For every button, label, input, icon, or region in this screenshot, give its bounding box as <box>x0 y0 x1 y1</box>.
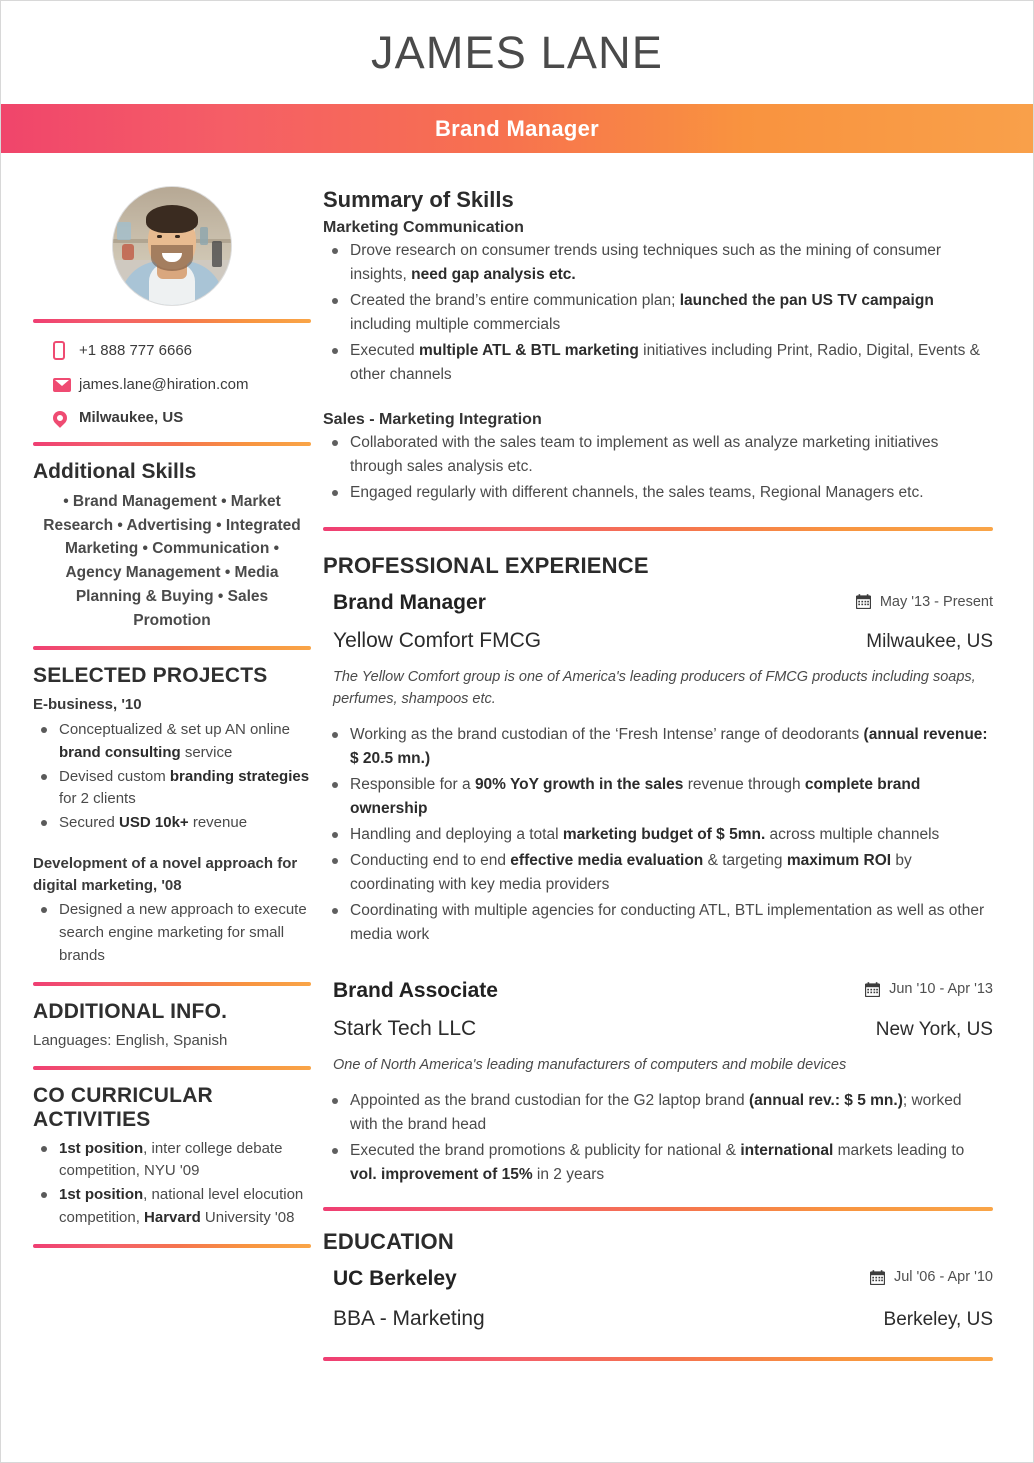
experience-entry <box>323 591 993 947</box>
additional-skills-heading: Additional Skills <box>33 460 197 483</box>
job-date <box>865 981 993 997</box>
job-role-title: Brand Manager <box>434 115 600 141</box>
summary-heading: Summary of Skills <box>323 187 514 212</box>
job-location: New York, US <box>875 1018 993 1040</box>
contact-email-value: james.lane@hiration.com <box>79 376 249 393</box>
project-title: E-business, '10 <box>33 696 142 714</box>
list-item: Engaged regularly with different channels, the sales teams, Regional Managers etc. <box>323 481 993 505</box>
section-selected-projects <box>33 664 311 968</box>
summary-subheading: Marketing Communication <box>323 219 524 236</box>
job-organization: Yellow Comfort FMCG <box>333 629 542 653</box>
list-item: Executed multiple ATL & BTL marketing initiatives including Print, Radio, Digital, Events & other channels <box>323 339 993 387</box>
job-description: One of North America's leading manufacturers of computers and mobile devices <box>333 1056 847 1073</box>
photo-row <box>33 187 311 305</box>
calendar-icon <box>856 594 871 609</box>
education-date <box>870 1269 993 1285</box>
additional-info-text: Languages: English, Spanish <box>33 1031 228 1049</box>
list-item: Handling and deploying a total marketing budget of $ 5mn. across multiple channels <box>323 823 993 847</box>
list-item: Created the brand’s entire communication plan; launched the pan US TV campaign including multiple commercials <box>323 289 993 337</box>
section-co-curricular <box>33 1084 311 1230</box>
additional-skills-text: • Brand Management • Market Research • Advertising • Integrated Marketing • Communication • Agency Management • Media Planning & Buying • Sales Promotion <box>43 493 301 629</box>
job-title: Brand Manager <box>333 591 486 615</box>
additional-info-heading: ADDITIONAL INFO. <box>33 999 228 1023</box>
job-header-row <box>323 979 993 1003</box>
job-header-row <box>323 591 993 615</box>
header-role-bar <box>1 104 1033 153</box>
job-title: Brand Associate <box>333 978 498 1002</box>
divider <box>33 442 311 446</box>
contact-phone-value: +1 888 777 6666 <box>79 342 193 359</box>
co-curricular-bullets <box>33 1138 311 1230</box>
education-entry <box>323 1267 993 1331</box>
education-heading: EDUCATION <box>323 1228 454 1254</box>
list-item: Conducting end to end effective media evaluation & targeting maximum ROI by coordinating with key media providers <box>323 849 993 897</box>
experience-entry <box>323 979 993 1187</box>
experience-heading: PROFESSIONAL EXPERIENCE <box>323 553 649 579</box>
section-additional-skills <box>33 460 311 632</box>
job-bullets <box>323 1089 993 1187</box>
list-item: Executed the brand promotions & publicity for national & international markets leading to vol. improvement of 15% in 2 years <box>323 1139 993 1187</box>
calendar-icon <box>865 982 880 997</box>
main-column <box>313 187 1033 1375</box>
list-item: Responsible for a 90% YoY growth in the sales revenue through complete brand ownership <box>323 773 993 821</box>
summary-bullets <box>323 239 993 387</box>
divider <box>33 646 311 650</box>
sidebar <box>1 187 313 1262</box>
contact-email[interactable] <box>53 376 311 393</box>
section-additional-info <box>33 1000 311 1052</box>
mail-icon <box>53 378 79 392</box>
contact-location-value: Milwaukee, US <box>79 409 184 426</box>
section-education <box>323 1229 993 1331</box>
selected-projects-heading: SELECTED PROJECTS <box>33 664 268 688</box>
phone-icon <box>53 341 79 360</box>
education-header-row <box>323 1267 993 1291</box>
divider <box>33 982 311 986</box>
job-bullets <box>323 723 993 947</box>
project-bullets <box>33 719 311 835</box>
summary-bullets <box>323 431 993 505</box>
section-professional-experience <box>323 553 993 1186</box>
education-degree-row <box>323 1307 993 1331</box>
resume-body <box>1 153 1033 1375</box>
page-title: JAMES LANE <box>370 26 664 78</box>
list-item: Drove research on consumer trends using techniques such as the mining of consumer insights, need gap analysis etc. <box>323 239 993 287</box>
contact-location[interactable] <box>53 409 311 426</box>
job-org-row <box>323 1017 993 1041</box>
project-title: Development of a novel approach for digital marketing, '08 <box>33 854 298 894</box>
contact-list <box>33 337 311 426</box>
job-location: Milwaukee, US <box>866 631 993 653</box>
job-date-text: May '13 - Present <box>879 593 993 610</box>
education-location: Berkeley, US <box>883 1308 993 1330</box>
avatar <box>113 187 231 305</box>
divider <box>33 1244 311 1248</box>
co-curricular-heading: CO CURRICULAR ACTIVITIES <box>33 1083 213 1131</box>
list-item: Devised custom branding strategies for 2 clients <box>33 766 311 812</box>
header-name-area <box>1 1 1033 104</box>
education-date-text: Jul '06 - Apr '10 <box>893 1269 993 1286</box>
education-school: UC Berkeley <box>333 1266 457 1290</box>
job-date <box>856 594 993 610</box>
job-description: The Yellow Comfort group is one of America's leading producers of FMCG products including soaps, perfumes, shampoos etc. <box>333 669 976 707</box>
job-date-text: Jun '10 - Apr '13 <box>889 981 993 998</box>
list-item: Coordinating with multiple agencies for conducting ATL, BTL implementation as well as other media work <box>323 899 993 947</box>
divider <box>33 1066 311 1070</box>
project-bullets <box>33 899 311 967</box>
list-item: Conceptualized & set up AN online brand consulting service <box>33 719 311 765</box>
summary-subheading: Sales - Marketing Integration <box>323 411 542 429</box>
location-icon <box>53 411 79 425</box>
education-degree: BBA - Marketing <box>333 1306 485 1330</box>
divider <box>33 319 311 323</box>
list-item: 1st position, national level elocution competition, Harvard University '08 <box>33 1184 311 1230</box>
contact-phone[interactable] <box>53 341 311 360</box>
job-org-row <box>323 629 993 653</box>
calendar-icon <box>870 1270 885 1285</box>
list-item: Working as the brand custodian of the ‘Fresh Intense’ range of deodorants (annual revenue: $ 20.5 mn.) <box>323 723 993 771</box>
job-organization: Stark Tech LLC <box>333 1016 477 1040</box>
divider <box>323 527 993 531</box>
divider <box>323 1207 993 1211</box>
list-item: Collaborated with the sales team to implement as well as analyze marketing initiatives through sales analysis etc. <box>323 431 993 479</box>
list-item: Secured USD 10k+ revenue <box>33 812 311 835</box>
list-item: 1st position, inter college debate competition, NYU '09 <box>33 1138 311 1184</box>
divider <box>323 1357 993 1361</box>
section-summary-of-skills <box>323 187 993 505</box>
list-item: Appointed as the brand custodian for the G2 laptop brand (annual rev.: $ 5 mn.); worked with the brand head <box>323 1089 993 1137</box>
list-item: Designed a new approach to execute search engine marketing for small brands <box>33 899 311 967</box>
